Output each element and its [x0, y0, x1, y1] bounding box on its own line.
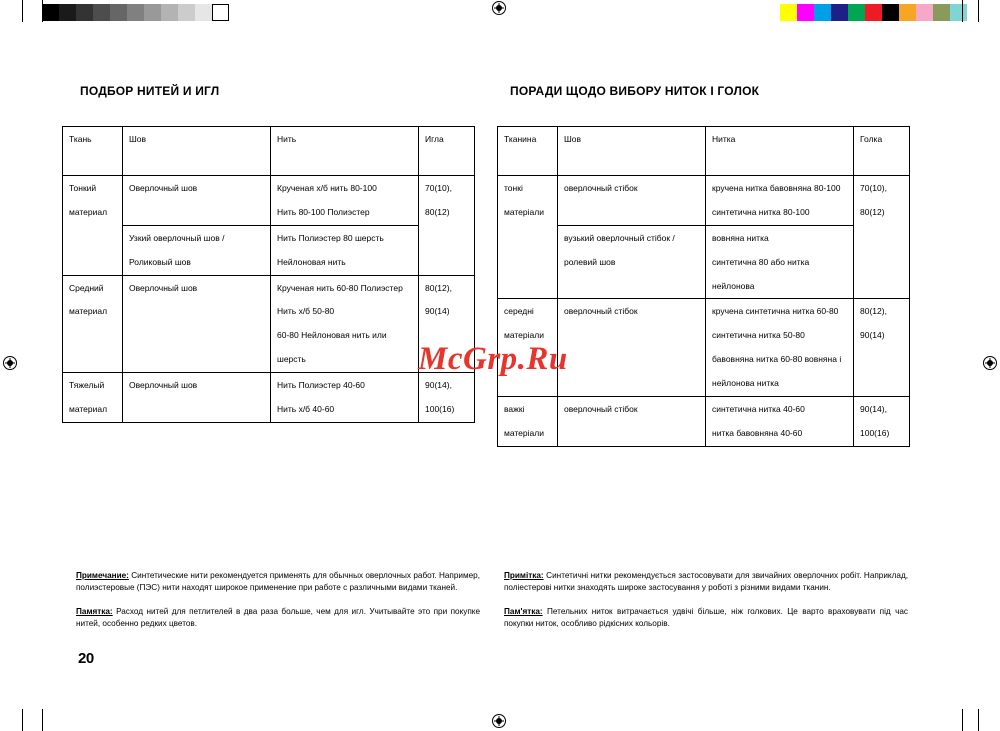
print-swatch — [161, 4, 178, 21]
table-header-cell: Нить — [271, 127, 419, 176]
print-swatch — [110, 4, 127, 21]
cell-thread — [271, 225, 419, 275]
table-header-cell: Шов — [558, 127, 706, 176]
cell-line: 70(10), — [860, 183, 887, 193]
print-swatch — [882, 4, 899, 21]
cell-line: синтетична нитка 40-60 — [712, 403, 805, 414]
cell-seam — [558, 225, 706, 299]
table-row — [63, 225, 475, 275]
cell-fabric — [498, 176, 558, 299]
cell-fabric — [63, 176, 123, 276]
cell-line: тонкі — [504, 183, 523, 193]
cell-line: важкі — [504, 403, 525, 414]
cell-seam — [123, 275, 271, 373]
cell-line: 70(10), — [425, 183, 452, 193]
cell-thread — [271, 373, 419, 423]
cell-thread — [706, 225, 854, 299]
cell-line: Оверлочный шов — [129, 282, 198, 293]
cell-line: Оверлочный шов — [129, 380, 198, 390]
table-header-row — [63, 127, 475, 176]
cell-line: 90(14) — [860, 330, 885, 341]
cell-line: материал — [69, 206, 108, 217]
print-swatch — [831, 4, 848, 21]
cell-line: Нейлоновая нить — [277, 256, 346, 267]
cell-line: Тонкий — [69, 183, 97, 193]
cell-line: синтетична нитка 80-100 — [712, 206, 810, 217]
registration-target-icon — [492, 1, 506, 15]
cell-line: матеріали — [504, 206, 544, 217]
cell-thread — [706, 176, 854, 226]
crop-mark — [962, 709, 963, 731]
crop-mark — [22, 709, 23, 731]
cell-seam — [123, 176, 271, 226]
cell-line: 100(16) — [425, 403, 455, 414]
cell-line: вузький оверлочный стібок / — [564, 232, 675, 243]
print-swatch — [780, 4, 797, 21]
grayscale-swatch-strip — [42, 4, 229, 21]
print-swatch — [865, 4, 882, 21]
print-swatch — [797, 4, 814, 21]
cell-seam — [123, 225, 271, 275]
table-header-cell: Ткань — [63, 127, 123, 176]
note-text: Синтетические нити рекомендуется применять для обычных оверлочных работ. Например, полиэстеровые (ПЭС) нити находят широкое применение при работе с различными видами тканей. — [76, 571, 480, 592]
note-text: Расход нитей для петлителей в два раза больше, чем для игл. Учитывайте это при покупке нитей, особенно редких цветов. — [76, 606, 480, 628]
print-swatch — [916, 4, 933, 21]
cell-line: оверлочный стібок — [564, 306, 638, 317]
cell-line: кручена синтетична нитка 60-80 — [712, 306, 839, 317]
table-header-cell: Нитка — [706, 127, 854, 176]
crop-mark — [962, 0, 963, 22]
cell-line: Средний — [69, 282, 104, 293]
print-swatch — [93, 4, 110, 21]
print-swatch — [42, 4, 59, 21]
page-title-ukrainian: ПОРАДИ ЩОДО ВИБОРУ НИТОК І ГОЛОК — [510, 84, 760, 98]
cell-line: синтетична 80 або нитка — [712, 256, 810, 267]
table-row — [498, 225, 910, 299]
cell-line: оверлочный стібок — [564, 183, 638, 193]
cell-line: Оверлочный шов — [129, 183, 198, 193]
cell-line: Нить х/б 50-80 — [277, 306, 335, 317]
print-swatch — [144, 4, 161, 21]
registration-target-icon — [983, 356, 997, 370]
cell-needle — [419, 176, 475, 276]
table-row — [498, 176, 910, 226]
cell-line: материал — [69, 306, 108, 317]
note-paragraph — [76, 570, 480, 594]
print-swatch — [59, 4, 76, 21]
cell-needle — [854, 299, 910, 397]
notes-russian — [76, 570, 480, 630]
watermark: McGrp.Ru — [418, 341, 568, 377]
cell-thread — [271, 275, 419, 373]
cell-line: вовняна нитка — [712, 232, 769, 243]
cell-seam — [558, 396, 706, 446]
cell-seam — [123, 373, 271, 423]
crop-mark — [978, 709, 979, 731]
cell-line: 100(16) — [860, 427, 890, 438]
cell-line: нейлонова нитка — [712, 378, 779, 388]
table-header-cell: Игла — [419, 127, 475, 176]
cell-line: середні — [504, 306, 534, 317]
cell-line: оверлочный стібок — [564, 403, 638, 414]
cell-line: бавовняна нитка 60-80 вовняна і — [712, 354, 842, 365]
cell-seam — [558, 176, 706, 226]
cell-line: Нить Полиэстер 40-60 — [277, 380, 365, 390]
cell-thread — [271, 176, 419, 226]
print-swatch — [212, 4, 229, 21]
cell-seam — [558, 299, 706, 397]
cell-line: матеріали — [504, 330, 544, 341]
table-row — [63, 176, 475, 226]
note-text: Синтетичні нитки рекомендується застосовувати для звичайних оверлочних робіт. Наприклад, поліестерові нитки знаходять широке застосування у роботі з різними видами тканин. — [504, 571, 908, 592]
crop-mark — [42, 709, 43, 731]
cell-line: 80(12), — [425, 282, 452, 293]
note-lead: Пам'ятка: — [504, 606, 543, 616]
note-lead: Примітка: — [504, 571, 544, 580]
cell-needle — [854, 396, 910, 446]
cell-line: Нить х/б 40-60 — [277, 403, 335, 414]
cell-line: нитка бавовняна 40-60 — [712, 427, 803, 438]
notes-ukrainian — [504, 570, 908, 630]
registration-target-icon — [492, 714, 506, 728]
table-header-row — [498, 127, 910, 176]
print-swatch — [899, 4, 916, 21]
cell-line: 80(12) — [425, 206, 450, 217]
note-text: Петельних ниток витрачається удвічі більше, ніж голкових. Це варто враховувати під час покупки ниток, особливо рідкісних кольорів. — [504, 606, 908, 628]
print-swatch — [195, 4, 212, 21]
cell-line: матеріали — [504, 427, 544, 438]
print-swatch — [933, 4, 950, 21]
cell-line: 90(14) — [425, 306, 450, 317]
cell-fabric — [63, 373, 123, 423]
cell-line: 90(14), — [860, 403, 887, 414]
note-paragraph — [76, 606, 480, 630]
cell-thread — [706, 299, 854, 397]
print-swatch — [178, 4, 195, 21]
cell-line: Крученая х/б нить 80-100 — [277, 183, 377, 193]
print-swatch — [848, 4, 865, 21]
page-number: 20 — [78, 650, 94, 667]
cell-line: синтетична нитка 50-80 — [712, 330, 805, 341]
print-swatch — [127, 4, 144, 21]
cell-line: нейлонова — [712, 280, 755, 291]
table-row — [63, 275, 475, 373]
cell-line: ролевий шов — [564, 256, 616, 267]
cell-line: шерсть — [277, 354, 306, 365]
cell-line: Крученая нить 60-80 Полиэстер — [277, 282, 403, 293]
note-lead: Примечание: — [76, 571, 129, 580]
note-paragraph — [504, 606, 908, 630]
cell-line: материал — [69, 403, 108, 414]
table-row — [63, 373, 475, 423]
cell-line: 80(12) — [860, 206, 885, 217]
cell-thread — [706, 396, 854, 446]
note-lead: Памятка: — [76, 606, 113, 616]
page-title-russian: ПОДБОР НИТЕЙ И ИГЛ — [80, 84, 220, 98]
cell-line: Роликовый шов — [129, 256, 191, 267]
table-header-cell: Голка — [854, 127, 910, 176]
cell-needle — [854, 176, 910, 299]
cell-line: 60-80 Нейлоновая нить или — [277, 330, 387, 341]
registration-target-icon — [3, 356, 17, 370]
cell-line: 80(12), — [860, 306, 887, 317]
cell-line: Узкий оверлочный шов / — [129, 232, 225, 243]
print-swatch — [950, 4, 967, 21]
note-paragraph — [504, 570, 908, 594]
crop-mark — [22, 0, 23, 22]
cell-fabric — [498, 396, 558, 446]
table-header-cell: Тканина — [498, 127, 558, 176]
cell-line: 90(14), — [425, 380, 452, 390]
crop-mark — [978, 0, 979, 22]
cell-needle — [419, 373, 475, 423]
cell-line: кручена нитка бавовняна 80-100 — [712, 183, 841, 193]
cell-line: Нить Полиэстер 80 шерсть — [277, 232, 384, 243]
cell-line: Тяжелый — [69, 380, 105, 390]
print-swatch — [814, 4, 831, 21]
print-swatch — [76, 4, 93, 21]
thread-needle-table-russian — [62, 126, 475, 423]
thread-needle-table-ukrainian — [497, 126, 910, 447]
color-swatch-strip — [780, 4, 967, 21]
cell-line: Нить 80-100 Полиэстер — [277, 206, 370, 217]
table-header-cell: Шов — [123, 127, 271, 176]
cell-fabric — [63, 275, 123, 373]
table-row — [498, 396, 910, 446]
